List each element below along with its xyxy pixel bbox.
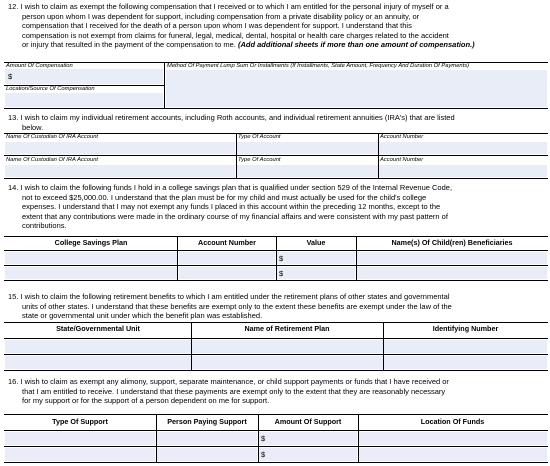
s13-line-2: below. — [22, 122, 44, 132]
funds-location-field-2[interactable] — [359, 448, 547, 461]
divider — [4, 370, 548, 371]
s14-line-2: not to exceed $25,000.00. I understand that the plan must be for my child and must actually be used for the child's college — [22, 192, 427, 202]
ira-type-label-1: Type Of Account — [238, 134, 281, 140]
ira-custodian-label-1: Name Of Custodian Of IRA Account — [6, 134, 99, 140]
s12-line-1: 12. I wish to claim as exempt the following compensation that I received or to which I am entitled for the personal injury of myself or a — [8, 2, 449, 11]
college-beneficiaries-field-1[interactable] — [357, 252, 547, 264]
ira-custodian-label-2: Name Of Custodian Of IRA Account — [6, 157, 99, 163]
amount-of-support-header: Amount Of Support — [274, 417, 342, 426]
retirement-plan-field-2[interactable] — [192, 356, 383, 369]
identifying-number-field-2[interactable] — [384, 356, 547, 369]
divider — [4, 430, 548, 431]
ira-custodian-field-2[interactable] — [5, 165, 235, 177]
s12-line-5 — [22, 40, 475, 49]
s12-line-2: person upon whom I was dependent for support, including compensation from a private disability policy or an annuity, or — [22, 11, 420, 21]
value-dollar-sign-2: $ — [279, 269, 284, 278]
college-account-field-2[interactable] — [179, 267, 275, 279]
amount-of-compensation-label: Amount Of Compensation — [6, 63, 73, 69]
divider — [236, 133, 237, 178]
person-paying-support-header: Person Paying Support — [167, 417, 247, 426]
college-plan-field-1[interactable] — [5, 252, 177, 264]
college-beneficiaries-field-2[interactable] — [357, 267, 547, 279]
state-unit-field-1[interactable] — [5, 340, 191, 353]
divider — [177, 236, 178, 281]
value-header: Value — [306, 238, 326, 247]
type-of-support-header: Type Of Support — [52, 417, 108, 426]
ira-account-number-label-2: Account Number — [380, 157, 424, 163]
divider — [164, 62, 165, 108]
ira-type-field-2[interactable] — [237, 165, 378, 177]
account-number-header: Account Number — [198, 238, 256, 247]
ira-account-number-label-1: Account Number — [380, 134, 424, 140]
s14-line-4: extent that any contributions were made in the ordinary course of my financial affairs and were consistent with my past pattern of — [22, 211, 448, 221]
support-type-field-2[interactable] — [5, 448, 155, 461]
s13-line-1: 13. I wish to claim my individual retirement accounts, including Roth accounts, and individual retirement annuities (IRA's) that are listed — [8, 113, 455, 122]
ira-type-label-2: Type Of Account — [238, 157, 281, 163]
amount-of-compensation-field[interactable] — [5, 69, 163, 84]
location-source-label: Location/Source Of Compensation — [6, 86, 95, 92]
divider — [4, 462, 548, 463]
amount-dollar-sign: $ — [8, 72, 13, 81]
divider — [258, 414, 259, 462]
divider — [4, 338, 548, 339]
s12-line-3: compensation that I received for the death of a person upon whom I was dependent for support. I understand that this — [22, 21, 412, 30]
s12-line-5-text: or injury that resulted in the payment of the compensation to me. — [22, 40, 236, 49]
retirement-plan-field-1[interactable] — [192, 340, 383, 353]
s15-line-3: state or governmental unit under which the benefit plan was established. — [22, 311, 263, 320]
method-of-payment-field[interactable] — [166, 70, 547, 107]
identifying-number-field-1[interactable] — [384, 340, 547, 353]
divider — [191, 322, 192, 370]
divider — [4, 354, 548, 355]
s12-line-4: compensation is not exempt from claims for funeral, legal, medical, dental, hospital or health care charges related to the accident — [22, 30, 449, 40]
retirement-plan-header: Name of Retirement Plan — [244, 324, 330, 333]
location-of-funds-header: Location Of Funds — [420, 417, 485, 426]
s14-line-5: contributions. — [22, 221, 67, 230]
support-dollar-sign-2: $ — [261, 450, 266, 459]
divider — [378, 133, 379, 178]
college-value-field-1[interactable] — [277, 252, 355, 264]
divider — [4, 178, 548, 179]
divider — [4, 155, 548, 156]
s14-line-3: expenses. I understand that I may not exempt any funds I placed in this account within the preceding 12 months, except to the — [22, 202, 441, 211]
support-amount-field-1[interactable] — [259, 432, 357, 445]
person-paying-field-1[interactable] — [157, 432, 257, 445]
identifying-number-header: Identifying Number — [432, 324, 499, 333]
s16-line-1: 16. I wish to claim as exempt any alimony, support, separate maintenance, or child support payments or funds that I have received or — [8, 377, 449, 386]
divider — [4, 446, 548, 447]
support-amount-field-2[interactable] — [259, 448, 357, 461]
s15-line-2: units of other states. I understand that these benefits are exempt only to the extent these benefits are exempt under the law of the — [22, 301, 452, 311]
college-value-field-2[interactable] — [277, 267, 355, 279]
state-unit-field-2[interactable] — [5, 356, 191, 369]
funds-location-field-1[interactable] — [359, 432, 547, 445]
divider — [156, 414, 157, 462]
college-plan-field-2[interactable] — [5, 267, 177, 279]
support-dollar-sign-1: $ — [261, 434, 266, 443]
divider — [4, 108, 548, 109]
s15-line-1: 15. I wish to claim the following retirement benefits to which I am entitled under the retirement plans of other states and governmental — [8, 292, 450, 301]
location-source-field[interactable] — [5, 93, 163, 107]
method-of-payment-label: Method Of Payment Lump Sum Or Installments (If Installments, State Amount, Frequency And Duration Of Payments) — [167, 63, 470, 69]
s16-line-3: for my support or for the support of a person dependent on me for support. — [22, 396, 270, 405]
ira-account-number-field-1[interactable] — [379, 142, 547, 154]
ira-type-field-1[interactable] — [237, 142, 378, 154]
s12-additional-sheets-note: (Add additional sheets if more than one amount of compensation.) — [237, 40, 475, 49]
college-savings-plan-header: College Savings Plan — [54, 238, 128, 247]
divider — [4, 322, 548, 323]
value-dollar-sign-1: $ — [279, 254, 284, 263]
divider — [356, 236, 357, 281]
s14-line-1: 14. I wish to claim the following funds I hold in a college savings plan that is qualified under section 529 of the Internal Revenue Code, — [8, 183, 453, 192]
ira-custodian-field-1[interactable] — [5, 142, 235, 154]
ira-account-number-field-2[interactable] — [379, 165, 547, 177]
divider — [358, 414, 359, 462]
divider — [4, 414, 548, 415]
state-unit-header: State/Governmental Unit — [56, 324, 140, 333]
person-paying-field-2[interactable] — [157, 448, 257, 461]
s16-line-2: that I am entitled to receive. I understand that these payments are exempt only to the extent that they are reasonably necessary — [22, 386, 446, 396]
divider — [276, 236, 277, 281]
support-type-field-1[interactable] — [5, 432, 155, 445]
beneficiaries-header: Name(s) Of Child(ren) Beneficiaries — [391, 238, 513, 247]
divider — [383, 322, 384, 370]
college-account-field-1[interactable] — [179, 252, 275, 264]
